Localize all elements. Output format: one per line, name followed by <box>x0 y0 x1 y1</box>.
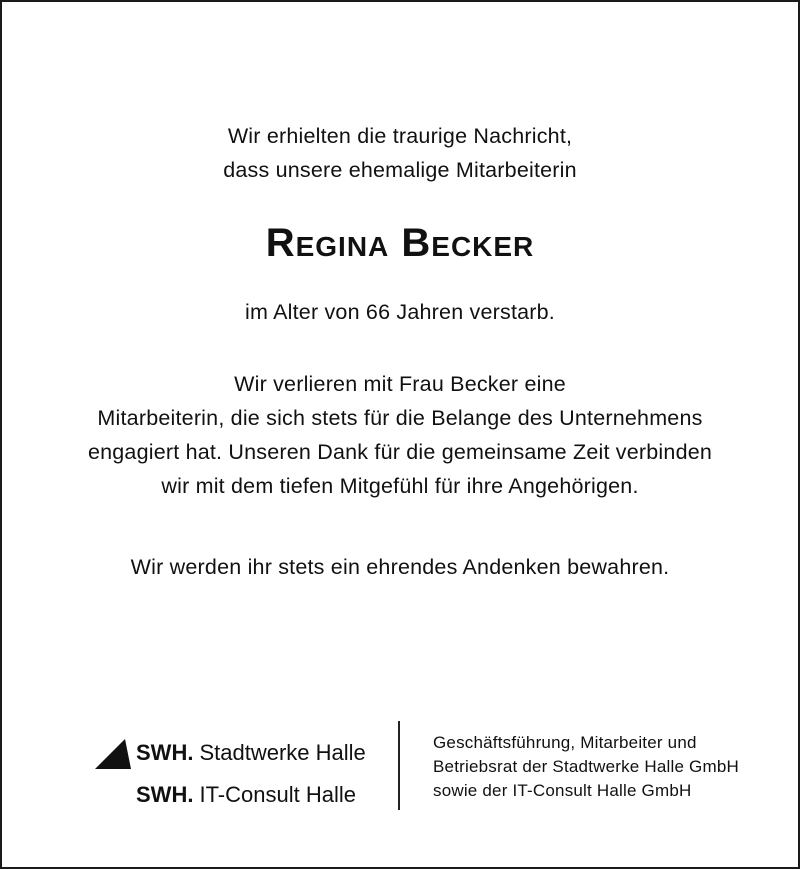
tribute-line: Mitarbeiterin, die sich stets für die Belange des Unternehmens <box>97 406 703 430</box>
tribute-text <box>0 367 800 503</box>
deceased-name: Regina Becker <box>265 221 535 265</box>
logo-company: Stadtwerke Halle <box>199 740 366 765</box>
logo-brand: SWH. <box>136 782 194 807</box>
tribute-line: engagiert hat. Unseren Dank für die gemeinsame Zeit verbinden <box>87 440 713 464</box>
closing-line: Wir werden ihr stets ein ehrendes Andenken bewahren. <box>130 555 670 579</box>
tribute-line: wir mit dem tiefen Mitgefühl für ihre Angehörigen. <box>161 474 639 498</box>
signers-text <box>433 731 739 803</box>
tribute-line: Wir verlieren mit Frau Becker eine <box>234 372 566 396</box>
intro-text <box>0 119 800 187</box>
triangle-logo-icon <box>95 737 133 769</box>
age-line: im Alter von 66 Jahren verstarb. <box>245 300 555 324</box>
intro-line: Wir erhielten die traurige Nachricht, <box>227 124 573 148</box>
logo-brand: SWH. <box>136 740 194 765</box>
company-logos <box>95 737 385 817</box>
signers-line: sowie der IT-Consult Halle GmbH <box>433 781 692 800</box>
footer-divider <box>398 721 400 810</box>
signers-line: Betriebsrat der Stadtwerke Halle GmbH <box>433 757 739 776</box>
logo-company: IT-Consult Halle <box>199 782 356 807</box>
signers-line: Geschäftsführung, Mitarbeiter und <box>433 733 697 752</box>
intro-line: dass unsere ehemalige Mitarbeiterin <box>223 158 577 182</box>
logo-it-consult-halle <box>136 779 356 811</box>
logo-stadtwerke-halle <box>95 737 366 769</box>
